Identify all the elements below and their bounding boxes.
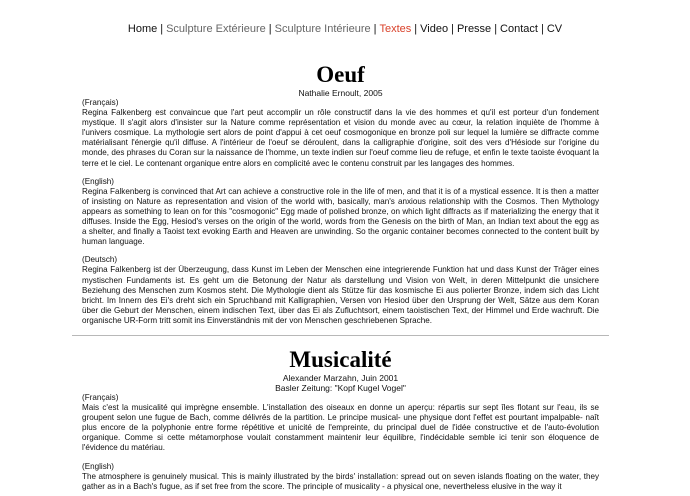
language-label: (Français) <box>82 98 119 107</box>
paragraph-text: Regina Falkenberg ist der Überzeugung, dass Kunst im Leben der Menschen eine integrierende Funktion hat und dass Kunst der Träger eines mystischen Fundaments ist. Es geht um die Betonung der Natur als darstellung und Vision von Welt, in deren Mittelpunkt die unsichere Beziehung des Menschen zum Kosmos steht. Die Mythologie dient als Stütze für das kosmische Ei aus polierter Bronze, indem sich das Licht bricht. Im Innern des Ei's dreht sich ein Spruchband mit Kalligraphien, Versen von Hesiod über den Ursprung der Welt, Sätze aus dem Koran über die Geburt der Menschen, einem indischen Text, über das Ei als Zufluchtsort, einem taoistischen Text, der Himmel und Erde wachruft. Die organische UR-Form tritt somit ins Einverständnis mit der von Menschen geschriebenen Sprache. <box>82 265 599 325</box>
nav-link-textes[interactable]: Textes <box>379 23 412 35</box>
text-section <box>82 255 599 326</box>
article-title: Musicalité <box>289 346 392 372</box>
top-navigation <box>0 22 690 36</box>
nav-link-video[interactable]: Video <box>420 23 449 35</box>
language-label: (Deutsch) <box>82 255 118 265</box>
nav-separator: | <box>160 23 164 35</box>
nav-separator: | <box>540 23 544 35</box>
text-section <box>82 98 599 169</box>
article-credit: Alexander Marzahn, Juin 2001 <box>282 372 399 383</box>
section-divider <box>72 335 609 336</box>
paragraph-text: The atmosphere is genuinely musical. This is mainly illustrated by the birds' installation: spread out on seven islands floating on the water, they gather as in a Bach's fugue, as if set free from the score. The principle of musicality - a physical one, nevertheless elusive in the way it <box>82 471 599 491</box>
nav-separator: | <box>494 23 498 35</box>
nav-link-contact[interactable]: Contact <box>500 23 538 35</box>
article-credit: Nathalie Ernoult, 2005 <box>298 88 383 98</box>
main-content <box>82 62 599 496</box>
language-label: (English) <box>82 461 114 471</box>
nav-separator: | <box>268 23 272 35</box>
text-section <box>82 393 599 454</box>
language-label: (English) <box>82 176 114 186</box>
text-section <box>82 177 599 248</box>
nav-link-sculpture-interieure[interactable]: Sculpture Intérieure <box>274 23 371 35</box>
nav-link-home[interactable]: Home <box>127 23 158 35</box>
nav-separator: | <box>414 23 418 35</box>
paragraph-text: Mais c'est la musicalité qui imprègne ensemble. L'installation des oiseaux en donne un aperçu: répartis sur sept îles flotant sur l'eau, ils se groupent selon une fugue de Bach, comme délivrés de la partition. Le principe musical- une physique dont l'effet est pourtant impalpable- naît plus encore de la polyphonie entre forme répétitive et unicité de l'empreinte, du principal duel de l'idée constructive et de l'auto-évolution organique. Comme si cette métamorphose voulait constamment maintenir leur équilibre, l'indécidable semble ici tenir son éloquence de l'évidence du matériau. <box>82 403 599 453</box>
nav-separator: | <box>373 23 377 35</box>
language-label: (Français) <box>82 392 119 402</box>
paragraph-text: Regina Falkenberg est convaincue que l'art peut accomplir un rôle constructif dans la vie des hommes et qu'il est porteur d'un fondement mystique. Il s'agit alors d'insister sur la Nature comme représentation et vision du monde avec au cœur, la relation inquiète de l'homme à l'univers cosmique. La mythologie sert alors de point d'appui à cet oeuf cosmogonique en bronze poli sur lequel la lumière se diffracte comme matérialisant l'énergie qu'il diffuse. A l'intérieur de l'oeuf se déroulent, dans la calligraphie d'origine, soit des vers d'Hésiode sur l'origine du monde, des phrases du Coran sur la naissance de l'homme, un texte indien sur l'oeuf comme lieu de refuge, et enfin le texte taoiste évoquant la terre et le ciel. Le contenant organique entre alors en complicité avec le contenu construit par les langages des hommes. <box>82 108 599 168</box>
paragraph-text: Regina Falkenberg is convinced that Art can achieve a constructive role in the life of men, and that it is of a mystical essence. It is then a matter of insisting on Nature as representation and vision of the world with, basically, man's anxious relationship with the Cosmos. Then Mythology appears as something to lean on for this "cosmogonic" Egg made of polished bronze, on which light diffracts as if materializing the energy that it diffuses. Inside the Egg, Hesiod's verses on the origin of the world, words from the Genesis on the birth of Man, an Indian text about the egg as a shelter, and finally a Taoist text evoking Earth and Heaven are unwinding. So the organic container becomes connected to the content built by human language. <box>82 186 599 247</box>
nav-link-presse[interactable]: Presse <box>456 23 492 35</box>
nav-link-sculpture-exterieure[interactable]: Sculpture Extérieure <box>166 23 266 35</box>
text-section <box>82 462 599 492</box>
nav-link-cv[interactable]: CV <box>546 23 563 35</box>
nav-separator: | <box>451 23 454 35</box>
article-title: Oeuf <box>316 62 365 87</box>
article-credit: Basler Zeitung: "Kopf Kugel Vogel" <box>275 382 406 393</box>
